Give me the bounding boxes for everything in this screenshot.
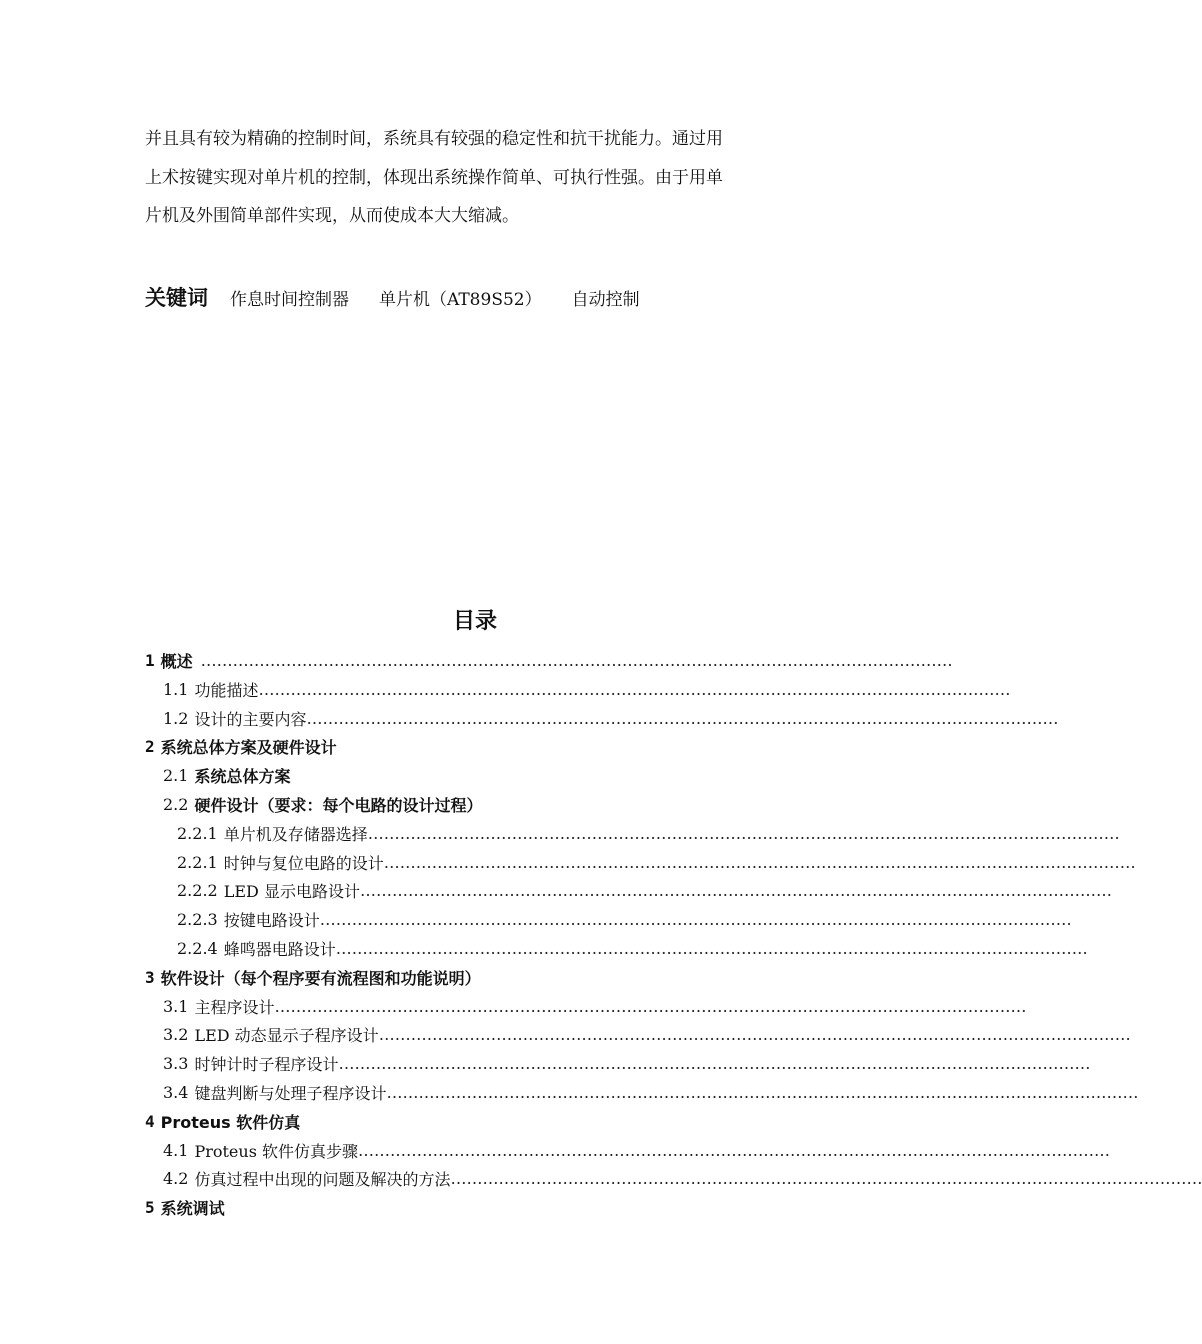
keywords-section <box>145 282 670 316</box>
toc-entry[interactable] <box>177 876 1112 905</box>
toc-entry[interactable] <box>163 1136 1111 1165</box>
toc-dot-leader: …………………………………………………………………………………………………………………………… <box>200 651 953 670</box>
toc-entry-number: 3.4 <box>163 1083 189 1102</box>
toc-dot-leader: …………………………………………………………………………………………………………………………… <box>306 708 1059 728</box>
toc-dot-leader: …………………………………………………………………………………………………………………………… <box>319 910 1072 930</box>
toc-entry[interactable] <box>145 732 765 761</box>
toc-dot-leader: …………………………………………………………………………………………………………………………… <box>358 1140 1111 1160</box>
toc-dot-leader: …………………………………………………………………………………………………………………………… <box>359 881 1112 901</box>
toc-dot-leader: …………………………………………………………………………………………………………………………… <box>335 939 1088 958</box>
abstract-paragraph <box>145 120 810 236</box>
toc-entry-number: 3.2 <box>163 1025 189 1045</box>
toc-entry-title: 系统总体方案及硬件设计 <box>160 738 337 758</box>
toc-dot-leader: …………………………………………………………………………………………………………………………… <box>338 1054 1091 1074</box>
toc-entry[interactable] <box>163 761 765 790</box>
toc-entry-title: 单片机及存储器选择 <box>223 824 368 844</box>
toc-dot-leader: …………………………………………………………………………………………………………………………… <box>450 1169 1202 1189</box>
toc-dot-leader: …………………………………………………………………………………………………………………………… <box>258 679 1011 699</box>
toc-entry[interactable] <box>163 1020 1131 1049</box>
toc-entry-title: 功能描述 <box>194 680 259 700</box>
toc-entry[interactable] <box>163 704 1059 733</box>
toc-entry-number: 2.2 <box>163 795 189 814</box>
toc-entry-title: 时钟计时子程序设计 <box>194 1055 339 1075</box>
toc-entry-number: 2 <box>145 737 155 757</box>
keyword-item: 单片机（AT89S52） <box>379 290 542 310</box>
toc-entry-title: Proteus 软件仿真步骤 <box>194 1141 359 1161</box>
toc-entry-title: 设计的主要内容 <box>194 709 307 729</box>
toc-entry-number: 1.2 <box>163 708 189 728</box>
toc-entry-number: 1.1 <box>163 679 189 699</box>
toc-entry[interactable] <box>177 905 1072 934</box>
toc-entry-title: LED 动态显示子程序设计 <box>194 1026 379 1046</box>
toc-entry[interactable] <box>163 1078 1139 1107</box>
toc-entry-number: 2.2.1 <box>177 852 218 872</box>
toc-entry-number: 2.2.1 <box>177 823 218 843</box>
toc-entry[interactable] <box>145 1193 765 1222</box>
toc-entry[interactable] <box>163 992 1027 1021</box>
toc-entry-title: 软件设计（每个程序要有流程图和功能说明） <box>160 968 481 988</box>
toc-entry-title: 概述 <box>160 652 193 671</box>
toc-entry[interactable] <box>163 1049 1091 1078</box>
abstract-line: 上术按键实现对单片机的控制，体现出系统操作简单、可执行性强。由于用单 <box>145 167 723 188</box>
keyword-item: 作息时间控制器 <box>230 290 349 310</box>
toc-entry-title: LED 显示电路设计 <box>223 882 360 902</box>
toc-entry-number: 4.1 <box>163 1140 189 1160</box>
toc-entry[interactable] <box>163 675 1011 704</box>
toc-entry-number: 1 <box>145 651 155 670</box>
toc-dot-leader: …………………………………………………………………………………………………………………………… <box>383 852 1136 872</box>
toc-entry[interactable] <box>145 1107 765 1136</box>
toc-entry[interactable] <box>163 1164 1202 1193</box>
toc-entry-title: 系统调试 <box>160 1199 225 1219</box>
toc-entry-title: 仿真过程中出现的问题及解决的方法 <box>194 1170 451 1190</box>
keywords-label: 关键词 <box>145 286 208 310</box>
toc-dot-leader: …………………………………………………………………………………………………………………………… <box>378 1025 1131 1045</box>
toc-entry-number: 3.1 <box>163 996 189 1016</box>
toc-entry-title: 硬件设计（要求：每个电路的设计过程） <box>194 796 483 815</box>
toc-entry-number: 3 <box>145 967 155 987</box>
toc-entry[interactable] <box>145 646 953 675</box>
toc-entry[interactable] <box>177 819 1120 848</box>
toc-entry[interactable] <box>145 963 765 992</box>
toc-dot-leader: …………………………………………………………………………………………………………………………… <box>367 823 1120 843</box>
toc-entry[interactable] <box>163 790 765 819</box>
toc-entry[interactable] <box>177 848 1136 877</box>
toc-entry-number: 2.1 <box>163 766 189 786</box>
toc-entry-number: 4.2 <box>163 1169 189 1189</box>
toc-entry-number: 2.2.4 <box>177 939 218 958</box>
toc-entry-number: 2.2.3 <box>177 910 218 930</box>
toc-entry-title: Proteus 软件仿真 <box>160 1112 301 1132</box>
toc-entry-title: 键盘判断与处理子程序设计 <box>194 1084 387 1103</box>
keyword-item: 自动控制 <box>571 290 640 310</box>
toc-entry-title: 主程序设计 <box>194 997 275 1017</box>
toc-entry-title: 系统总体方案 <box>194 767 291 787</box>
toc-entry-number: 3.3 <box>163 1054 189 1074</box>
abstract-line: 片机及外围简单部件实现，从而使成本大大缩减。 <box>145 206 519 226</box>
toc-entry-number: 4 <box>145 1111 155 1131</box>
abstract-line: 并且具有较为精确的控制时间，系统具有较强的稳定性和抗干扰能力。通过用 <box>145 129 723 149</box>
toc-entry-number: 2.2.2 <box>177 881 218 901</box>
toc-title: 目录 <box>452 609 497 634</box>
toc-entry-title: 时钟与复位电路的设计 <box>223 853 384 873</box>
toc-entry-number: 5 <box>145 1198 155 1218</box>
toc-dot-leader: …………………………………………………………………………………………………………………………… <box>274 996 1027 1016</box>
toc-entry-title: 按键电路设计 <box>223 911 320 931</box>
toc-dot-leader: …………………………………………………………………………………………………………………………… <box>386 1083 1139 1102</box>
toc-entry-title: 蜂鸣器电路设计 <box>223 940 336 959</box>
toc-entry[interactable] <box>177 934 1088 963</box>
